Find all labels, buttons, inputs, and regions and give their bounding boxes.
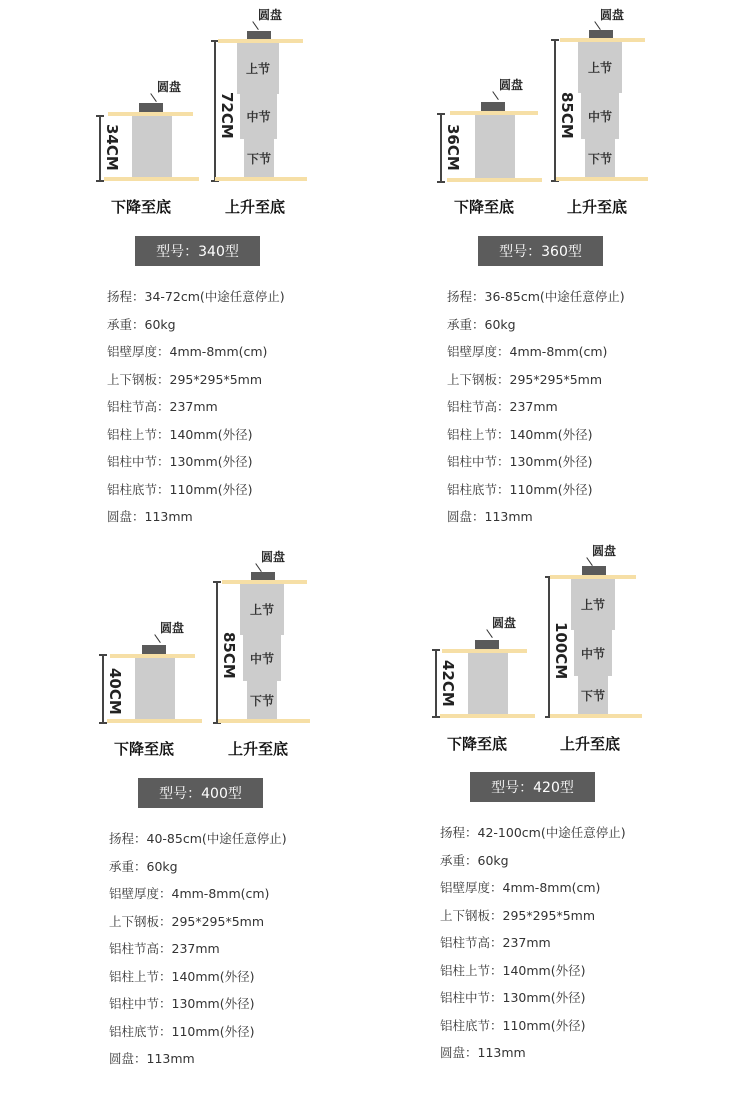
segment-label: 下节: [246, 151, 271, 166]
dimension-line: [548, 577, 550, 717]
spec-line: 铝柱底节：110mm(外径): [107, 482, 253, 497]
spec-line: 圆盘：113mm: [440, 1045, 526, 1060]
segment-lower: [244, 139, 274, 177]
dimension-line: [99, 116, 101, 181]
dimension-line: [214, 41, 216, 181]
dimension-tick: [99, 722, 107, 724]
segment-label: 上节: [587, 61, 612, 75]
spec-line: 铝柱节高：237mm: [109, 941, 220, 956]
disc-label: 圆盘: [492, 616, 517, 630]
dimension-tick: [96, 115, 104, 117]
dimension-line: [440, 114, 442, 182]
spec-line: 铝柱上节：140mm(外径): [447, 427, 593, 442]
disc-label: 圆盘: [499, 78, 524, 92]
dimension-tick: [437, 113, 445, 115]
segment-label: 上节: [249, 603, 274, 617]
high-height-label: 85CM: [558, 92, 576, 139]
caption-high: 上升至底: [567, 198, 628, 216]
spec-line: 铝壁厚度：4mm-8mm(cm): [107, 344, 268, 359]
spec-line: 扬程：36-85cm(中途任意停止): [447, 289, 625, 304]
segment-upper: [240, 584, 284, 635]
segment-upper: [578, 42, 622, 93]
caption-high: 上升至底: [228, 740, 289, 758]
dimension-line: [102, 655, 104, 724]
disc-label: 圆盘: [261, 550, 286, 564]
spec-line: 铝柱节高：237mm: [440, 935, 551, 950]
base-plate: [550, 714, 642, 718]
spec-line: 铝柱上节：140mm(外径): [107, 427, 253, 442]
segment-middle: [243, 635, 281, 681]
segment-label: 上节: [245, 62, 270, 76]
dimension-line: [554, 40, 556, 181]
segment-lower: [578, 676, 608, 714]
dimension-tick: [437, 181, 445, 183]
model-badge: 型号：340型: [135, 236, 260, 266]
segment-upper: [237, 43, 279, 94]
spec-line: 扬程：34-72cm(中途任意停止): [107, 289, 285, 304]
caption-low: 下降至底: [114, 740, 175, 758]
segment-label: 中节: [587, 109, 612, 124]
segment-lower: [585, 139, 615, 177]
disc-label: 圆盘: [600, 8, 625, 22]
segment-label: 下节: [587, 151, 612, 166]
segment-upper: [571, 579, 615, 630]
dimension-tick: [96, 180, 104, 182]
spec-line: 圆盘：113mm: [109, 1051, 195, 1066]
model-badge: 型号：360型: [478, 236, 603, 266]
disc-label: 圆盘: [258, 8, 283, 22]
low-height-label: 40CM: [106, 668, 124, 715]
spec-line: 上下钢板：295*295*5mm: [447, 372, 603, 387]
disc: [139, 103, 163, 112]
segment-label: 中节: [246, 110, 271, 124]
disc: [475, 640, 499, 649]
spec-line: 铝壁厚度：4mm-8mm(cm): [447, 344, 608, 359]
spec-line: 铝壁厚度：4mm-8mm(cm): [440, 880, 601, 895]
disc: [481, 102, 505, 111]
segment-middle: [574, 630, 612, 676]
spec-line: 铝壁厚度：4mm-8mm(cm): [109, 886, 270, 901]
caption-low: 下降至底: [454, 198, 515, 216]
high-height-label: 72CM: [218, 92, 236, 139]
high-height-label: 100CM: [552, 622, 570, 680]
column-low: [475, 115, 515, 178]
spec-line: 铝柱底节：110mm(外径): [109, 1024, 255, 1039]
caption-low: 下降至底: [111, 198, 172, 216]
spec-line: 铝柱中节：130mm(外径): [109, 996, 255, 1011]
segment-lower: [247, 681, 277, 719]
caption-low: 下降至底: [447, 735, 508, 753]
spec-line: 铝柱节高：237mm: [447, 399, 558, 414]
dimension-tick: [99, 654, 107, 656]
segment-label: 下节: [249, 693, 274, 708]
model-badge: 型号：400型: [138, 778, 263, 808]
dimension-tick: [213, 581, 221, 583]
model-badge: 型号：420型: [470, 772, 595, 802]
low-height-label: 36CM: [444, 124, 462, 171]
spec-line: 铝柱底节：110mm(外径): [440, 1018, 586, 1033]
spec-line: 扬程：40-85cm(中途任意停止): [109, 831, 287, 846]
spec-line: 铝柱节高：237mm: [107, 399, 218, 414]
disc-leader: [150, 93, 157, 102]
dimension-line: [435, 650, 437, 717]
low-height-label: 34CM: [103, 124, 121, 171]
segment-label: 上节: [580, 598, 605, 612]
caption-high: 上升至底: [225, 198, 286, 216]
dimension-tick: [432, 716, 440, 718]
dimension-tick: [432, 649, 440, 651]
spec-line: 铝柱中节：130mm(外径): [107, 454, 253, 469]
spec-line: 承重：60kg: [107, 317, 176, 332]
spec-line: 上下钢板：295*295*5mm: [440, 908, 596, 923]
spec-line: 铝柱上节：140mm(外径): [109, 969, 255, 984]
disc: [582, 566, 606, 575]
disc-label: 圆盘: [592, 544, 617, 558]
spec-line: 圆盘：113mm: [447, 509, 533, 524]
disc-leader: [492, 91, 499, 100]
column-low: [468, 653, 508, 714]
dimension-tick: [551, 39, 559, 41]
segment-label: 中节: [249, 651, 274, 666]
base-plate: [447, 178, 542, 182]
base-plate: [215, 177, 307, 181]
base-plate: [440, 714, 535, 718]
spec-line: 承重：60kg: [447, 317, 516, 332]
low-height-label: 42CM: [439, 660, 457, 707]
disc-label: 圆盘: [160, 621, 185, 635]
spec-line: 扬程：42-100cm(中途任意停止): [440, 825, 626, 840]
segment-middle: [240, 94, 277, 139]
spec-line: 铝柱底节：110mm(外径): [447, 482, 593, 497]
base-plate: [107, 719, 202, 723]
base-plate: [556, 177, 648, 181]
caption-high: 上升至底: [560, 735, 621, 753]
disc-label: 圆盘: [157, 80, 182, 94]
column-low: [135, 658, 175, 719]
spec-line: 承重：60kg: [440, 853, 509, 868]
spec-line: 上下钢板：295*295*5mm: [107, 372, 263, 387]
spec-line: 圆盘：113mm: [107, 509, 193, 524]
disc: [142, 645, 166, 654]
column-low: [132, 116, 172, 177]
segment-middle: [581, 93, 619, 139]
dimension-line: [216, 582, 218, 723]
segment-label: 下节: [580, 688, 605, 703]
spec-line: 上下钢板：295*295*5mm: [109, 914, 265, 929]
spec-line: 承重：60kg: [109, 859, 178, 874]
spec-line: 铝柱上节：140mm(外径): [440, 963, 586, 978]
high-height-label: 85CM: [220, 632, 238, 679]
spec-line: 铝柱中节：130mm(外径): [440, 990, 586, 1005]
base-plate: [218, 719, 310, 723]
base-plate: [104, 177, 199, 181]
segment-label: 中节: [580, 646, 605, 661]
spec-line: 铝柱中节：130mm(外径): [447, 454, 593, 469]
